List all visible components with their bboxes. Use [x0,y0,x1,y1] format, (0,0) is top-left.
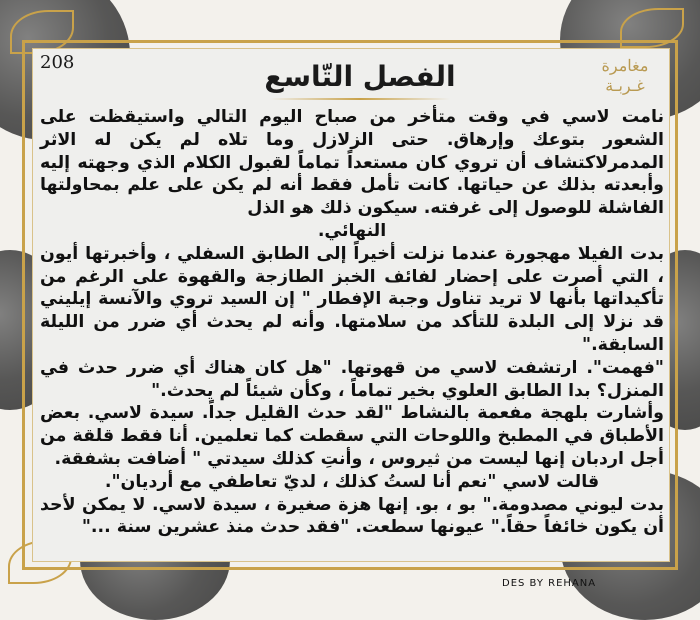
chapter-title: الفصل التّاسع [264,60,456,93]
designer-credit: DES BY REHANA [502,578,597,589]
paragraph: النهائي. [317,220,387,241]
title-underline [270,98,450,100]
paragraph: بدت الفيلا مهجورة عندما نزلت أخيراً إلى الطابق السفلي ، وأخبرتها أيون ، التي أصرت على إحضار لفائف الخبز الطازجة والقهوة على الرغم من تأكيداتها بأنها لا تريد تناول وجبة الإفطار " إن السيد تروي والآنسة إيليني قد نزلا إلى البلدة للتأكد من سلامتها. وأنه لم يحدث أي ضرر من الليلة السابقة." [40,243,664,355]
paragraph: "فهمت". ارتشفت لاسي من قهوتها. "هل كان هناك أي ضرر حدث في المنزل؟ بدا الطابق العلوي بخير تماماً ، وكأن شيئاً لم يحدث." [40,357,664,401]
paragraph: وأشارت بلهجة مفعمة بالنشاط "لقد حدث القليل جداً. سيدة لاسي. بعض الأطباق في المطبخ واللوحات التي سقطت كما تعلمين. أنا فقط قلقة من أجل اردبان إنها ليست من ثيروس ، وأنتِ كذلك سيدتي " أضافت بشفقة. [40,403,664,469]
paragraph: قالت لاسي "نعم أنا لستُ كذلك ، لديّ تعاطفي مع أرديان". [104,471,600,492]
brand-line-2: غـربـة [605,76,645,95]
page-number: 208 [40,52,75,73]
brand-line-1: مغامرة [601,56,649,75]
brand-logo [586,56,664,104]
paragraph: بدت ليوني مصدومة." بو ، بو. إنها هزة صغيرة ، سيدة لاسي. لا يمكن لأحد أن يكون خائفاً حقاً." عيونها سطعت. "فقد حدث منذ عشرين سنة ..." [40,494,664,538]
chapter-body [40,106,664,568]
paragraph: نامت لاسي في وقت متأخر من صباح اليوم التالي واستيقظت على الشعور بتوعك وإرهاق. حتى الزلازل وما تلاه لم يكن له الاثر المدمرلاكتشاف أن تروي كان مستعداً تماماً لقبول الكلام الذي وجهته إليه وأبعدته بذلك عن حياتها. كانت تأمل فقط أنه لم يكن على علم بمحاولتها الفاشلة للوصول إلى غرفته. سيكون ذلك هو الذل [40,107,664,219]
